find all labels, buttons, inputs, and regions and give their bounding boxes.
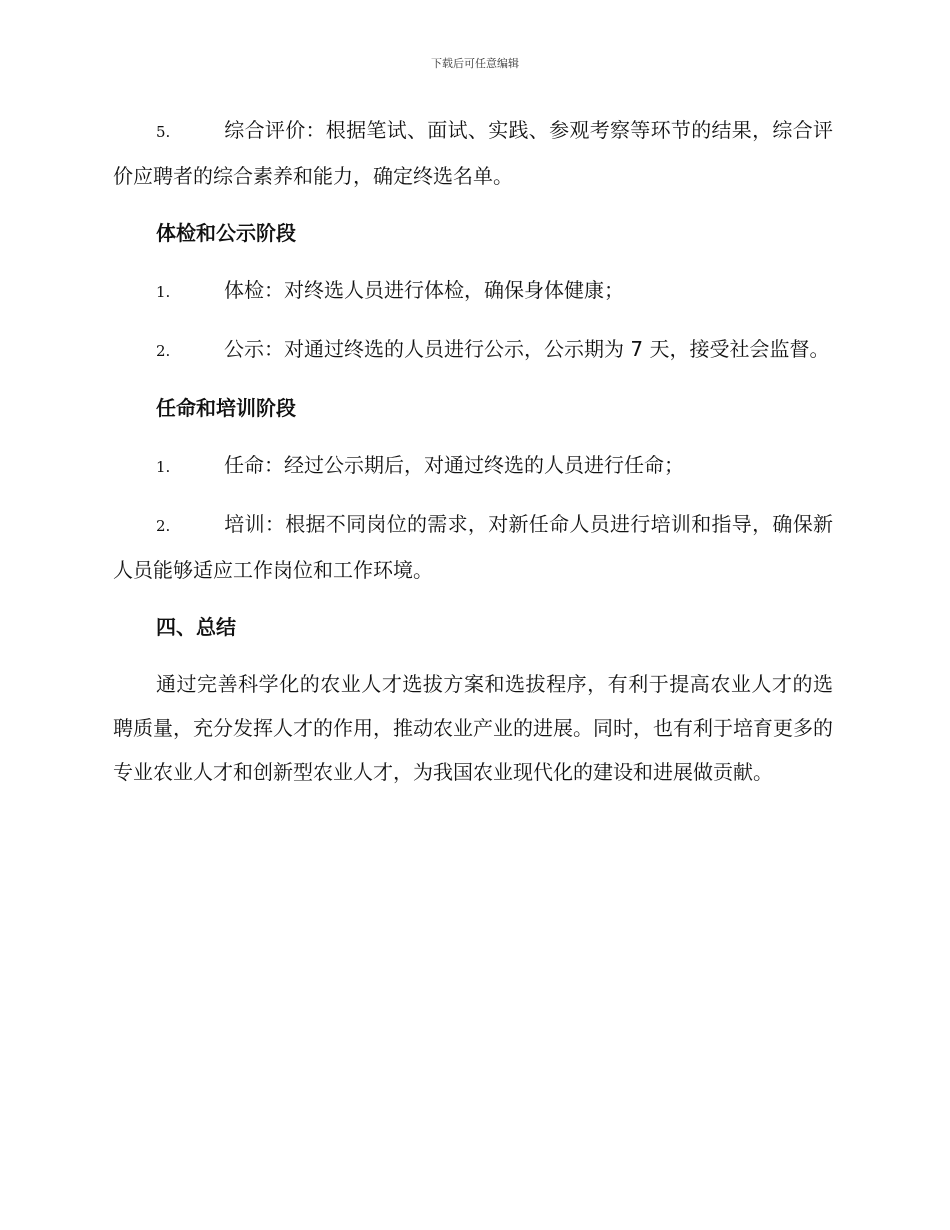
list-item (113, 443, 833, 489)
document-body (113, 108, 833, 807)
list-text: 综合评价：根据笔试、面试、实践、参观考察等环节的结果，综合评价应聘者的综合素养和能力，确定终选名单。 (113, 118, 833, 188)
list-number: 1. (156, 283, 171, 301)
list-item (113, 108, 833, 198)
list-text: 任命：经过公示期后，对通过终选的人员进行任命； (224, 453, 684, 477)
list-text: 培训：根据不同岗位的需求，对新任命人员进行培训和指导，确保新人员能够适应工作岗位和工作环境。 (113, 512, 833, 582)
list-text: 公示：对通过终选的人员进行公示，公示期为 7 天，接受社会监督。 (224, 337, 830, 361)
section-heading: 任命和培训阶段 (156, 396, 296, 420)
list-text: 体检：对终选人员进行体检，确保身体健康； (224, 278, 624, 302)
section-heading: 体检和公示阶段 (156, 221, 296, 245)
list-item (113, 502, 833, 592)
list-number: 1. (156, 458, 171, 476)
page-header: 下载后可任意编辑 (431, 57, 519, 70)
list-number: 2. (156, 342, 171, 360)
section-heading: 四、总结 (156, 615, 236, 639)
list-number: 5. (156, 123, 171, 141)
list-item (113, 327, 833, 373)
list-number: 2. (156, 517, 171, 535)
list-item (113, 268, 833, 314)
summary-paragraph: 通过完善科学化的农业人才选拔方案和选拔程序，有利于提高农业人才的选聘质量，充分发挥人才的作用，推动农业产业的进展。同时，也有利于培育更多的专业农业人才和创新型农业人才，为我国农业现代化的建设和进展做贡献。 (113, 672, 833, 784)
